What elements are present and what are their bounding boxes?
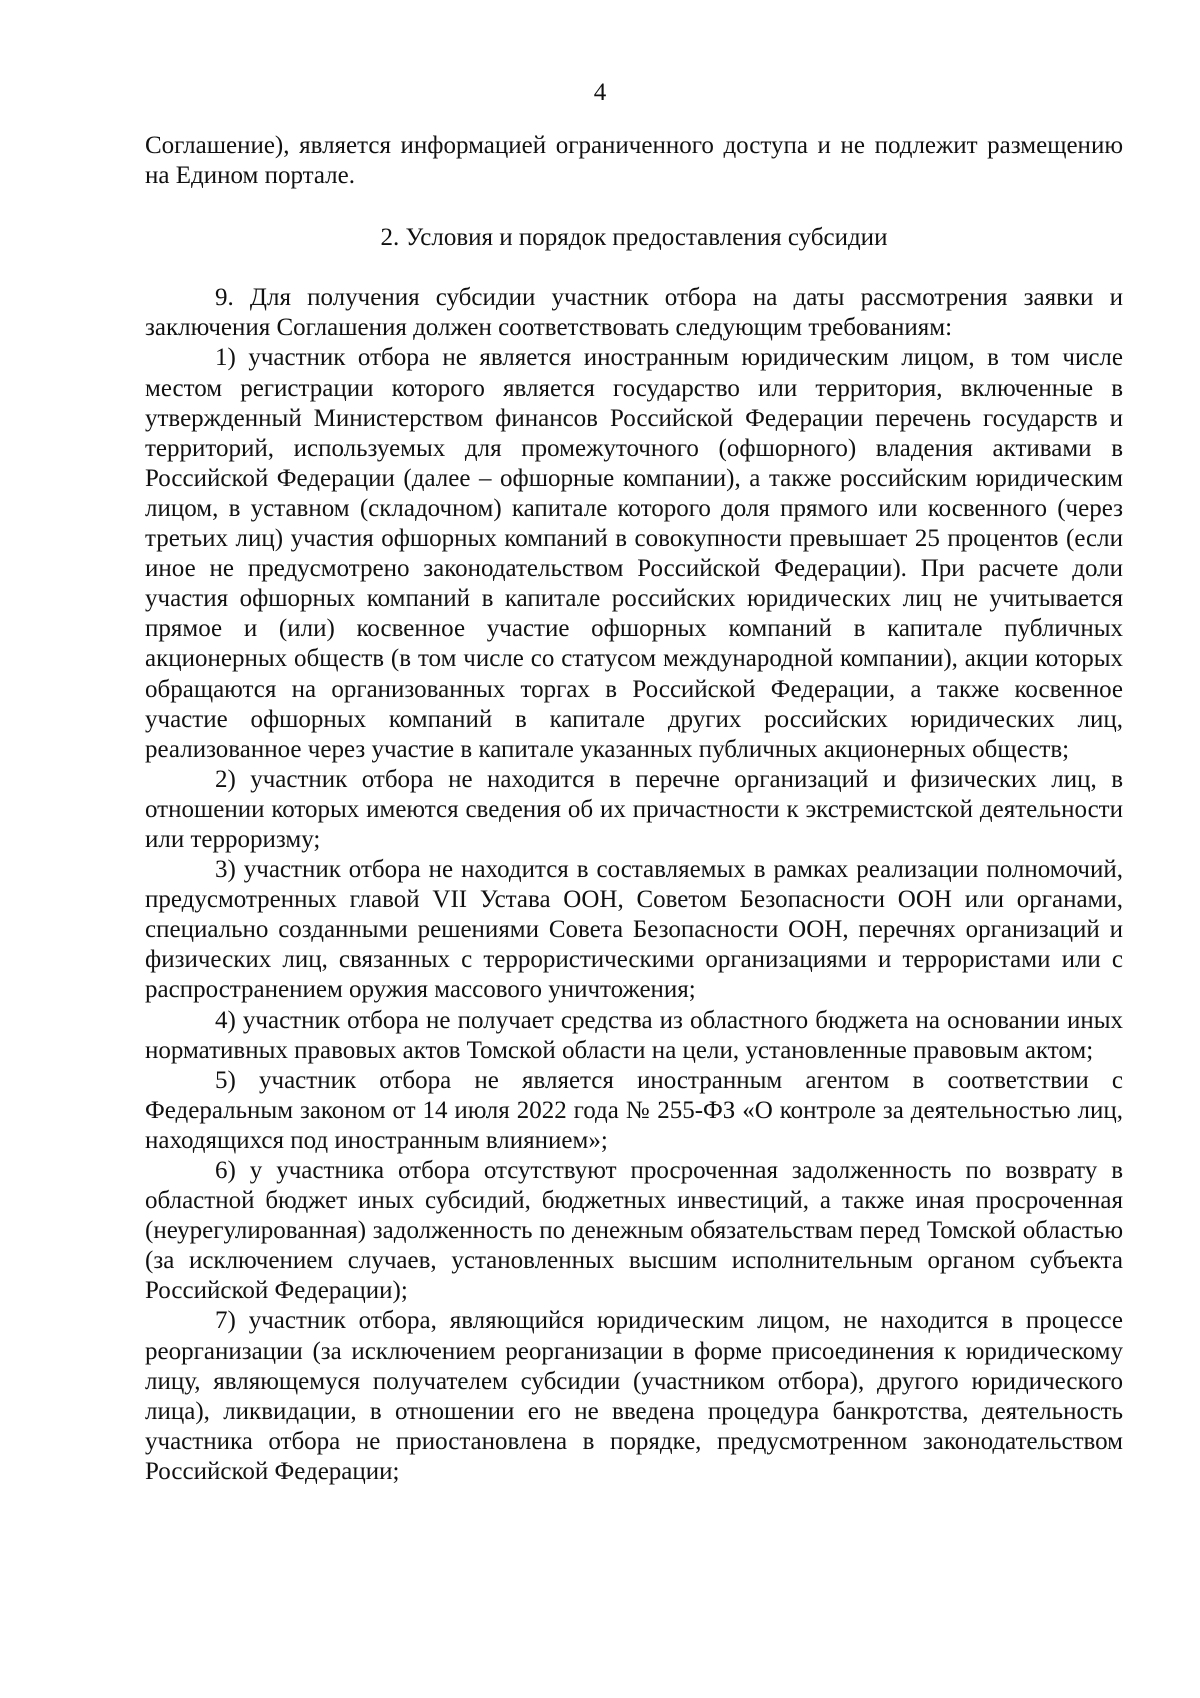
requirement-1: 1) участник отбора не является иностранным юридическим лицом, в том числе местом регистрации которого является государство или территория, включенные в утвержденный Министерством финансов Российской Федерации перечень государств и территорий, используемых для промежуточного (офшорного) владения активами в Российской Федерации (далее – офшорные компании), а также российским юридическим лицом, в уставном (складочном) капитале которого доля прямого или косвенного (через третьих лиц) участия офшорных компаний в совокупности превышает 25 процентов (если иное не предусмотрено законодательством Российской Федерации). При расчете доли участия офшорных компаний в капитале российских юридических лиц не учитывается прямое и (или) косвенное участие офшорных компаний в капитале публичных акционерных обществ (в том числе со статусом международной компании), акции которых обращаются на организованных торгах в Российской Федерации, а также косвенное участие офшорных компаний в капитале других российских юридических лиц, реализованное через участие в капитале указанных публичных акционерных обществ; — [145, 344, 1123, 763]
requirement-4: 4) участник отбора не получает средства из областного бюджета на основании иных нормативных правовых актов Томской области на цели, установленные правовым актом; — [145, 1006, 1123, 1064]
paragraph-9: 9. Для получения субсидии участник отбора на даты рассмотрения заявки и заключения Соглашения должен соответствовать следующим требованиям: — [145, 284, 1123, 342]
intro-paragraph: Соглашение), является информацией ограниченного доступа и не подлежит размещению на Едином портале. — [145, 132, 1123, 190]
requirement-3: 3) участник отбора не находится в составляемых в рамках реализации полномочий, предусмотренных главой VII Устава ООН, Советом Безопасности ООН или органами, специально созданными решениями Совета Безопасности ООН, перечнях организаций и физических лиц, связанных с террористическими организациями и террористами или с распространением оружия массового уничтожения; — [145, 856, 1123, 1004]
section-title: 2. Условия и порядок предоставления субсидии — [380, 224, 888, 252]
page-number: 4 — [593, 79, 607, 106]
requirement-7: 7) участник отбора, являющийся юридическим лицом, не находится в процессе реорганизации (за исключением реорганизации в форме присоединения к юридическому лицу, являющемуся получателем субсидии (участником отбора), другого юридического лица), ликвидации, в отношении его не введена процедура банкротства, деятельность участника отбора не приостановлена в порядке, предусмотренном законодательством Российской Федерации; — [145, 1307, 1123, 1485]
requirement-5: 5) участник отбора не является иностранным агентом в соответствии с Федеральным законом от 14 июля 2022 года № 255-ФЗ «О контроле за деятельностью лиц, находящихся под иностранным влиянием»; — [145, 1066, 1123, 1154]
requirement-2: 2) участник отбора не находится в перечне организаций и физических лиц, в отношении которых имеются сведения об их причастности к экстремистской деятельности или терроризму; — [145, 765, 1123, 853]
document-body — [145, 131, 1123, 1487]
requirement-6: 6) у участника отбора отсутствуют просроченная задолженность по возврату в областной бюджет иных субсидий, бюджетных инвестиций, а также иная просроченная (неурегулированная) задолженность по денежным обязательствам перед Томской областью (за исключением случаев, установленных высшим исполнительным органом субъекта Российской Федерации); — [145, 1157, 1123, 1305]
